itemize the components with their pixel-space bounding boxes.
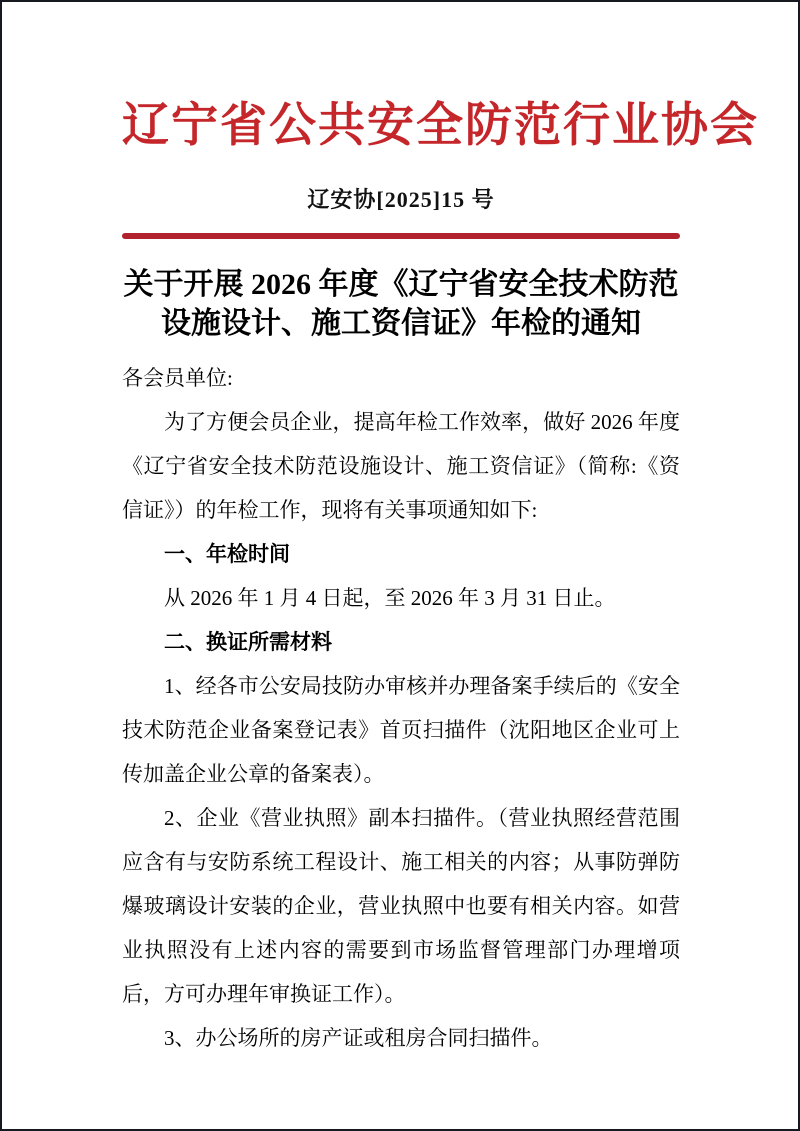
section-2-heading: 二、换证所需材料 <box>164 630 332 655</box>
document-title-line1: 关于开展 2026 年度《辽宁省安全技术防范 <box>123 268 679 302</box>
doc-number: 辽安协[2025]15 号 <box>307 187 495 213</box>
salutation: 各会员单位: <box>122 366 233 391</box>
material-item-3: 3、办公场所的房产证或租房合同扫描件。 <box>164 1026 553 1051</box>
document-title-line2: 设施设计、施工资信证》年检的通知 <box>161 307 641 341</box>
org-title: 辽宁省公共安全防范行业协会 <box>122 100 759 152</box>
red-divider-rule <box>122 233 680 239</box>
section-1-body: 从 2026 年 1 月 4 日起，至 2026 年 3 月 31 日止。 <box>164 586 616 611</box>
section-1-heading: 一、年检时间 <box>164 542 290 567</box>
intro-paragraph: 为了方便会员企业，提高年检工作效率，做好 2026 年度《辽宁省安全技术防范设施设计、施工资信证》（简称:《资信证》）的年检工作，现将有关事项通知如下: <box>122 410 680 523</box>
material-item-1: 1、经各市公安局技防办审核并办理备案手续后的《安全技术防范企业备案登记表》首页扫描件（沈阳地区企业可上传加盖企业公章的备案表）。 <box>122 674 680 787</box>
material-item-2: 2、企业《营业执照》副本扫描件。（营业执照经营范围应含有与安防系统工程设计、施工相关的内容；从事防弹防爆玻璃设计安装的企业，营业执照中也要有相关内容。如营业执照没有上述内容的需要到市场监督管理部门办理增项后，方可办理年审换证工作）。 <box>122 806 680 1007</box>
document-title <box>122 265 680 343</box>
document-body <box>122 356 680 1060</box>
